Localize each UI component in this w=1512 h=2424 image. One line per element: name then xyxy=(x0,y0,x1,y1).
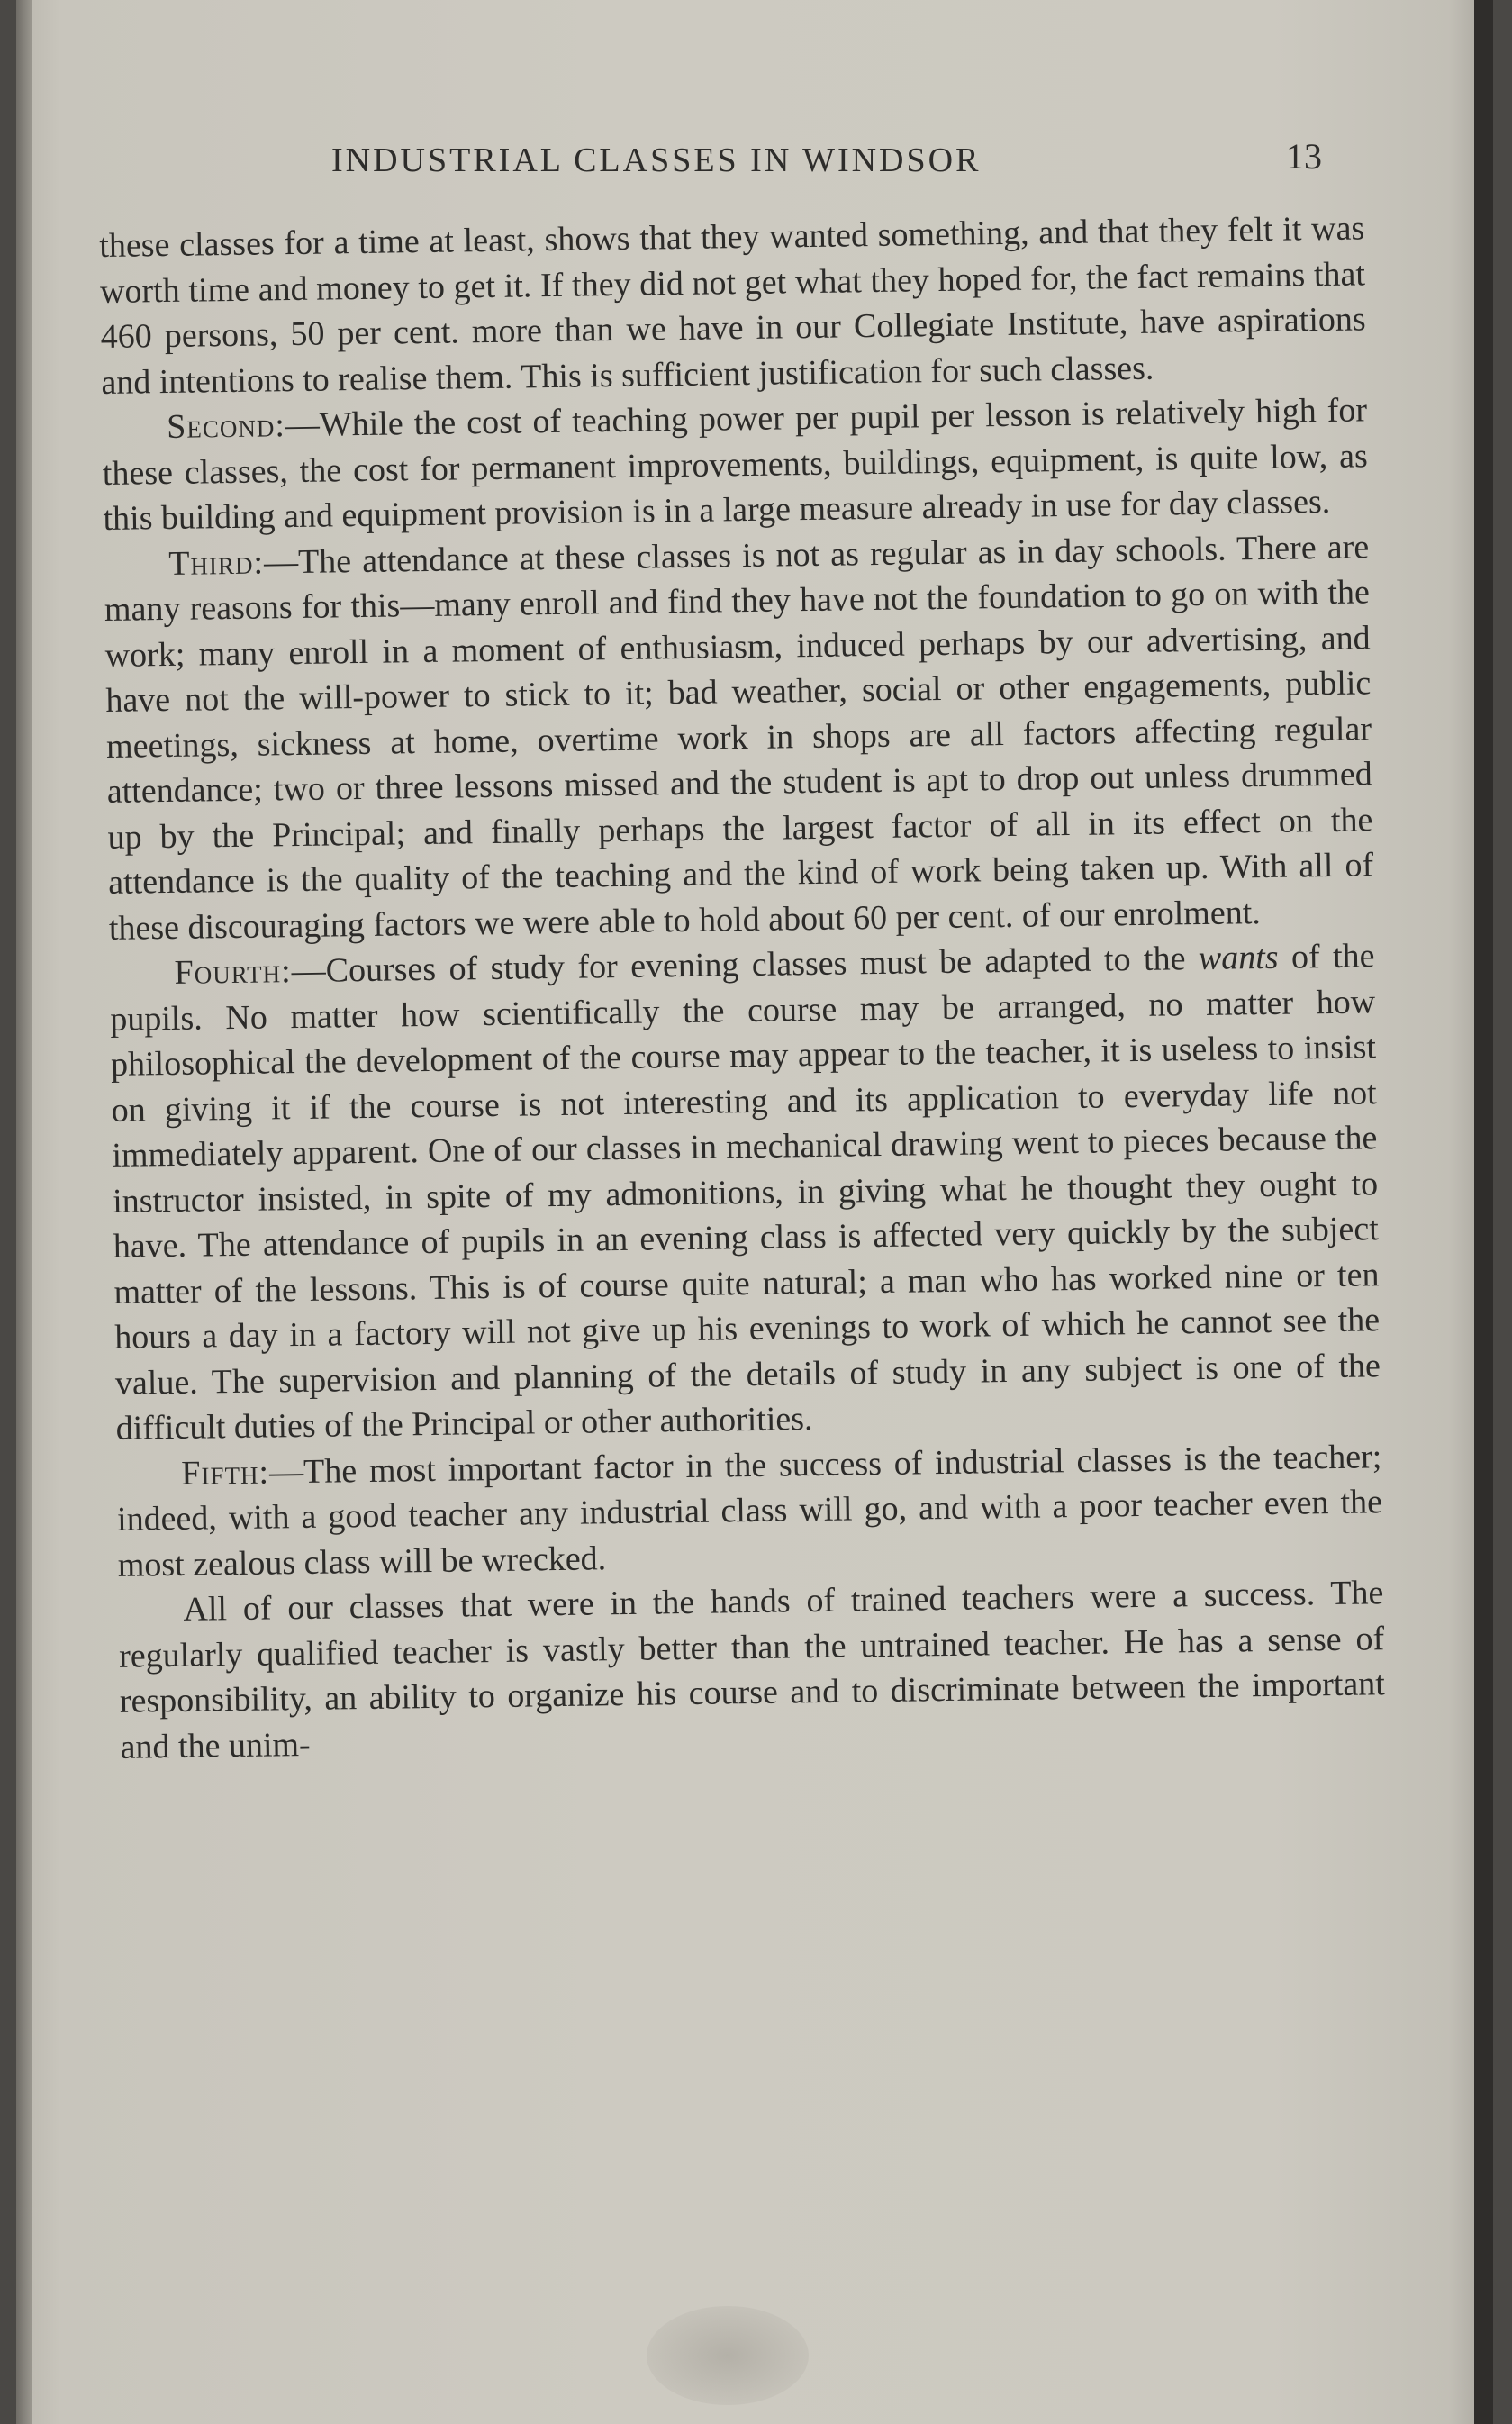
book-spine-shadow xyxy=(16,0,32,2424)
paragraph-text: of the pupils. No matter how scientifically the course may be arranged, no matter how philosophical the development of the course may appear to the teacher, it is useless to insist on giving it if the course is not interesting and its application to everyday life not immediately apparent. One of our classes in mechanical drawing went to pieces because the instructor insisted, in spite of my admonitions, in giving what he thought they ought to have. The attendance of pupils in an evening class is affected very quickly by the subject matter of the lessons. This is of course quite natural; a man who has worked nine or ten hours a day in a factory will not give up his evenings to work of which he cannot see the value. The supervision and planning of the details of study in any subject is one of the difficult duties of the Principal or other authorities. xyxy=(110,937,1381,1448)
book-page xyxy=(16,0,1493,2424)
page-edge-shadow xyxy=(1474,0,1493,2424)
body-text xyxy=(99,205,1386,1769)
paragraph-text: —While the cost of teaching power per pupil per lesson is relatively high for these classes, the cost for permanent improvements, buildings, equipment, is quite low, as this building and equipment provision is in a large measure already in use for day classes. xyxy=(102,391,1369,538)
paragraph-text: All of our classes that were in the hands of trained teachers were a success. The regularly qualified teacher is vastly better than the untrained teacher. He has a sense of responsibility, an ability to organize his course and to discriminate between the important and the unim- xyxy=(118,1574,1386,1766)
paragraph-second xyxy=(102,387,1369,541)
paragraph-third xyxy=(104,524,1374,951)
paragraph-fifth xyxy=(116,1434,1383,1588)
paragraph-text: —The most important factor in the success of industrial classes is the teacher; indeed, with a good teacher any industrial class will go, and with a poor teacher even the most zealous class will be wrecked. xyxy=(116,1437,1383,1584)
paragraph-fourth xyxy=(109,933,1381,1451)
paragraph-trained-teachers xyxy=(118,1570,1386,1770)
paragraph-text-before: —Courses of study for evening classes must be adapted to the xyxy=(291,940,1200,991)
paragraph-continuation xyxy=(99,205,1367,405)
paragraph-emphasis: wants xyxy=(1198,938,1279,978)
paper-stain xyxy=(647,2306,809,2405)
paragraph-lead-fourth: Fourth: xyxy=(174,952,292,992)
running-head-title: INDUSTRIAL CLASSES IN WINDSOR xyxy=(331,141,982,179)
paragraph-lead-third: Third: xyxy=(167,542,265,583)
paragraph-lead-second: Second: xyxy=(166,406,286,446)
paragraph-lead-fifth: Fifth: xyxy=(181,1452,270,1493)
paragraph-text: —The attendance at these classes is not as regular as in day schools. There are many reasons for this—many enroll and find they have not the foundation to go on with the work; many enroll in a moment of enthusiasm, induced perhaps by our advertising, and have not the will-power to stick to it; bad weather, social or other engagements, public meetings, sickness at home, overtime work in shops are all factors affecting regular attendance; two or three lessons missed and the student is apt to drop out unless drummed up by the Principal; and finally perhaps the largest factor of all in its effect on the attendance is the quality of the teaching and the kind of work being taken up. With all of these discouraging factors we were able to hold about 60 per cent. of our enrolment. xyxy=(104,527,1374,948)
page-number: 13 xyxy=(1286,136,1322,177)
paragraph-text: these classes for a time at least, shows that they wanted something, and that they felt it was worth time and money to get it. If they did not get what they hoped for, the fact remains that 460 persons, 50 per cent. more than we have in our Collegiate Institute, have aspirations and intentions to realise them. This is sufficient justification for such classes. xyxy=(99,209,1366,402)
